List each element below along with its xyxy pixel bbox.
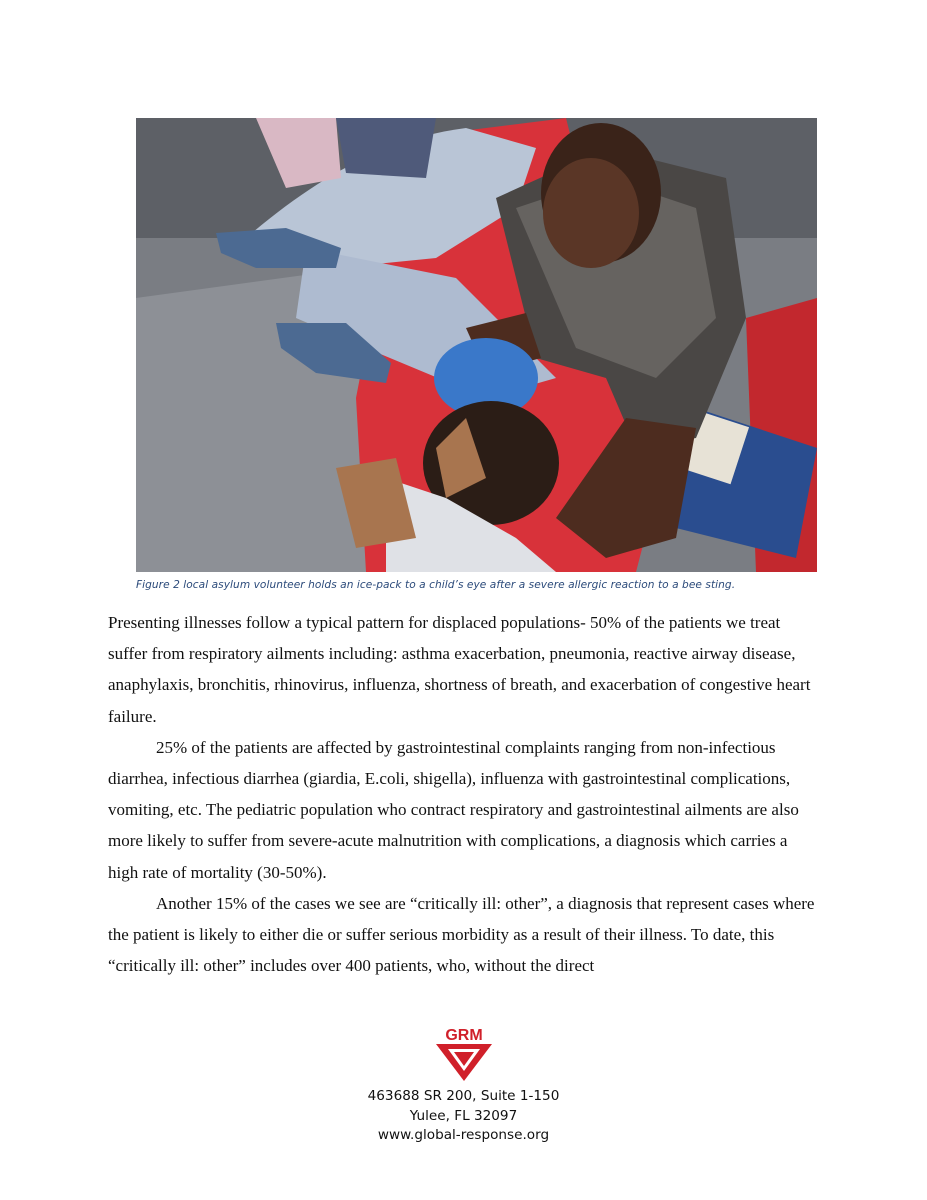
address-line-1: 463688 SR 200, Suite 1-150: [367, 1088, 560, 1104]
paragraph-respiratory: Presenting illnesses follow a typical pattern for displaced populations- 50% of the patients we treat suffer from respiratory ailments including: asthma exacerbation, pneumonia, reactive airway disease, anaphylaxis, bronchitis, rhinovirus, influenza, shortness of breath, and exacerbation of congestive heart failure.: [108, 613, 811, 726]
body-text: [108, 607, 819, 981]
volunteer-child-photo: [136, 118, 817, 572]
footer-address: [0, 1087, 927, 1146]
address-line-2: Yulee, FL 32097: [409, 1107, 518, 1124]
page-footer: [0, 1025, 927, 1146]
paragraph-gastrointestinal: 25% of the patients are affected by gastrointestinal complaints ranging from non-infectious diarrhea, infectious diarrhea (giardia, E.coli, shigella), influenza with gastrointestinal complications, vomiting, etc. The pediatric population who contract respiratory and gastrointestinal ailments are also more likely to suffer from severe-acute malnutrition with complications, a diagnosis which carries a high rate of mortality (30-50%).: [108, 737, 799, 882]
figure-caption: Figure 2 local asylum volunteer holds an ice-pack to a child’s eye after a severe allergic reaction to a bee sting.: [136, 579, 736, 591]
grm-logo: [432, 1025, 496, 1083]
website-link[interactable]: www.global-response.org: [377, 1127, 550, 1143]
paragraph-critically-ill: Another 15% of the cases we see are “critically ill: other”, a diagnosis that represent cases where the patient is likely to either die or suffer serious morbidity as a result of their illness. To date, this “critically ill: other” includes over 400 patients, who, without the direct: [108, 893, 815, 976]
logo-text: GRM: [444, 1027, 483, 1044]
figure-photo: [136, 118, 817, 572]
